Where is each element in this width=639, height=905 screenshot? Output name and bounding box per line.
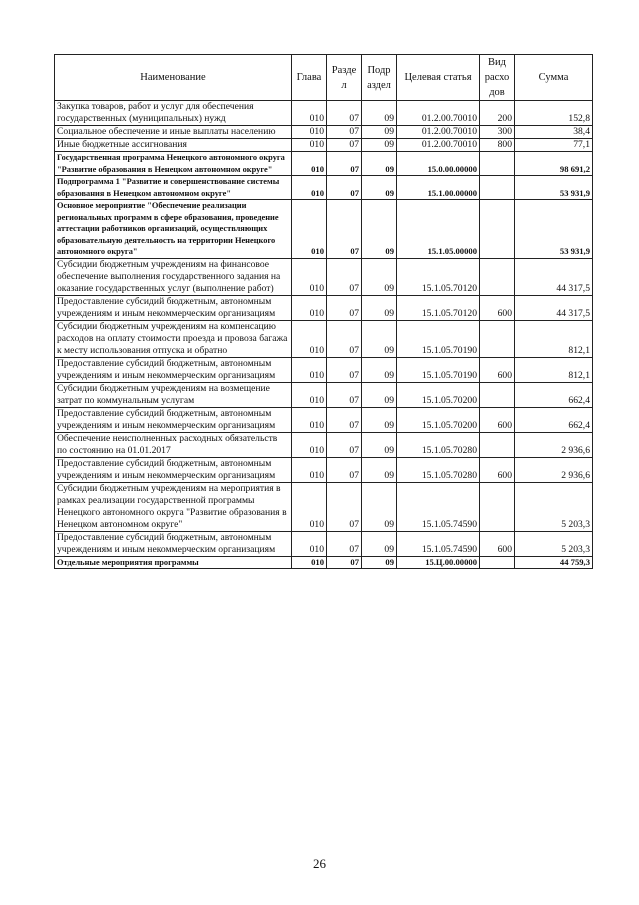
cell-tselevaya: 15.1.05.70280 <box>397 432 480 457</box>
table-row <box>55 556 593 569</box>
cell-vid: 600 <box>480 407 515 432</box>
header-tselevaya: Целевая статья <box>397 55 480 101</box>
table-row <box>55 126 593 139</box>
cell-glava: 010 <box>292 357 327 382</box>
cell-podrazdel: 09 <box>362 320 397 357</box>
table-row <box>55 295 593 320</box>
cell-name: Субсидии бюджетным учреждениям на мероприятия в рамках реализации государственной программы Ненецкого автономного округа "Развитие образования в Ненецком автономном округе" <box>55 482 292 531</box>
cell-name: Предоставление субсидий бюджетным, автономным учреждениям и иным некоммерческим организациям <box>55 357 292 382</box>
cell-summa: 662,4 <box>515 407 593 432</box>
cell-podrazdel: 09 <box>362 139 397 152</box>
cell-glava: 010 <box>292 295 327 320</box>
cell-tselevaya: 15.1.05.74590 <box>397 482 480 531</box>
budget-table <box>54 54 593 569</box>
cell-glava: 010 <box>292 101 327 126</box>
table-row <box>55 320 593 357</box>
cell-tselevaya: 15.Ц.00.00000 <box>397 556 480 569</box>
cell-name: Субсидии бюджетным учреждениям на финансовое обеспечение выполнения государственного задания на оказание государственных услуг (выполнение работ) <box>55 258 292 295</box>
header-razdel: Разде л <box>327 55 362 101</box>
cell-name: Предоставление субсидий бюджетным, автономным учреждениям и иным некоммерческим организациям <box>55 295 292 320</box>
cell-razdel: 07 <box>327 556 362 569</box>
table-row <box>55 407 593 432</box>
cell-podrazdel: 09 <box>362 126 397 139</box>
table-row <box>55 139 593 152</box>
cell-razdel: 07 <box>327 176 362 200</box>
table-row <box>55 101 593 126</box>
table-row <box>55 482 593 531</box>
cell-name: Иные бюджетные ассигнования <box>55 139 292 152</box>
cell-razdel: 07 <box>327 200 362 259</box>
cell-podrazdel: 09 <box>362 258 397 295</box>
table-header-row <box>55 55 593 101</box>
cell-vid: 600 <box>480 531 515 556</box>
cell-name: Подпрограмма 1 "Развитие и совершенствование системы образования в Ненецком автономном округе" <box>55 176 292 200</box>
cell-vid <box>480 200 515 259</box>
cell-glava: 010 <box>292 126 327 139</box>
table-row <box>55 531 593 556</box>
cell-glava: 010 <box>292 382 327 407</box>
cell-summa: 53 931,9 <box>515 176 593 200</box>
cell-glava: 010 <box>292 176 327 200</box>
cell-glava: 010 <box>292 531 327 556</box>
cell-razdel: 07 <box>327 152 362 176</box>
cell-vid: 600 <box>480 295 515 320</box>
cell-summa: 152,8 <box>515 101 593 126</box>
cell-razdel: 07 <box>327 139 362 152</box>
cell-podrazdel: 09 <box>362 531 397 556</box>
cell-summa: 44 317,5 <box>515 295 593 320</box>
header-summa: Сумма <box>515 55 593 101</box>
cell-vid <box>480 482 515 531</box>
cell-tselevaya: 15.1.05.70190 <box>397 357 480 382</box>
cell-tselevaya: 01.2.00.70010 <box>397 101 480 126</box>
cell-tselevaya: 15.1.05.70200 <box>397 382 480 407</box>
cell-summa: 2 936,6 <box>515 457 593 482</box>
cell-razdel: 07 <box>327 126 362 139</box>
cell-vid: 600 <box>480 457 515 482</box>
cell-name: Государственная программа Ненецкого автономного округа "Развитие образования в Ненецком автономном округе" <box>55 152 292 176</box>
cell-glava: 010 <box>292 457 327 482</box>
cell-glava: 010 <box>292 152 327 176</box>
cell-razdel: 07 <box>327 531 362 556</box>
cell-vid <box>480 320 515 357</box>
table-row <box>55 200 593 259</box>
cell-razdel: 07 <box>327 101 362 126</box>
cell-name: Основное мероприятие "Обеспечение реализации региональных программ в сфере образования, проведение аттестации работников организаций, осуществляющих образовательную деятельность на территории Ненецкого автономного округа" <box>55 200 292 259</box>
cell-glava: 010 <box>292 407 327 432</box>
cell-tselevaya: 01.2.00.70010 <box>397 126 480 139</box>
cell-vid: 800 <box>480 139 515 152</box>
cell-podrazdel: 09 <box>362 482 397 531</box>
cell-name: Предоставление субсидий бюджетным, автономным учреждениям и иным некоммерческим организациям <box>55 531 292 556</box>
cell-tselevaya: 15.1.05.70280 <box>397 457 480 482</box>
cell-vid: 600 <box>480 357 515 382</box>
cell-glava: 010 <box>292 320 327 357</box>
cell-name: Отдельные мероприятия программы <box>55 556 292 569</box>
cell-razdel: 07 <box>327 357 362 382</box>
cell-summa: 98 691,2 <box>515 152 593 176</box>
table-row <box>55 432 593 457</box>
cell-tselevaya: 15.1.05.70120 <box>397 295 480 320</box>
cell-vid <box>480 152 515 176</box>
cell-vid <box>480 176 515 200</box>
cell-glava: 010 <box>292 139 327 152</box>
table-row <box>55 382 593 407</box>
cell-tselevaya: 15.1.05.70200 <box>397 407 480 432</box>
cell-summa: 2 936,6 <box>515 432 593 457</box>
cell-razdel: 07 <box>327 258 362 295</box>
table-row <box>55 457 593 482</box>
cell-razdel: 07 <box>327 382 362 407</box>
cell-tselevaya: 15.1.00.00000 <box>397 176 480 200</box>
cell-vid <box>480 556 515 569</box>
cell-podrazdel: 09 <box>362 357 397 382</box>
cell-podrazdel: 09 <box>362 101 397 126</box>
cell-tselevaya: 01.2.00.70010 <box>397 139 480 152</box>
cell-vid: 200 <box>480 101 515 126</box>
cell-summa: 53 931,9 <box>515 200 593 259</box>
cell-razdel: 07 <box>327 482 362 531</box>
cell-glava: 010 <box>292 432 327 457</box>
cell-tselevaya: 15.0.00.00000 <box>397 152 480 176</box>
cell-podrazdel: 09 <box>362 152 397 176</box>
cell-summa: 812,1 <box>515 357 593 382</box>
cell-tselevaya: 15.1.05.70120 <box>397 258 480 295</box>
cell-summa: 44 317,5 <box>515 258 593 295</box>
cell-razdel: 07 <box>327 432 362 457</box>
cell-name: Обеспечение неисполненных расходных обязательств по состоянию на 01.01.2017 <box>55 432 292 457</box>
cell-name: Закупка товаров, работ и услуг для обеспечения государственных (муниципальных) нужд <box>55 101 292 126</box>
table-row <box>55 357 593 382</box>
cell-podrazdel: 09 <box>362 407 397 432</box>
cell-summa: 812,1 <box>515 320 593 357</box>
cell-summa: 44 759,3 <box>515 556 593 569</box>
cell-podrazdel: 09 <box>362 382 397 407</box>
cell-tselevaya: 15.1.05.70190 <box>397 320 480 357</box>
cell-summa: 662,4 <box>515 382 593 407</box>
page-number: 26 <box>313 856 326 871</box>
header-name: Наименование <box>55 55 292 101</box>
cell-glava: 010 <box>292 258 327 295</box>
cell-podrazdel: 09 <box>362 432 397 457</box>
cell-podrazdel: 09 <box>362 556 397 569</box>
cell-summa: 5 203,3 <box>515 531 593 556</box>
header-podrazdel: Подр аздел <box>362 55 397 101</box>
table-row <box>55 258 593 295</box>
cell-vid <box>480 432 515 457</box>
cell-vid <box>480 258 515 295</box>
cell-glava: 010 <box>292 556 327 569</box>
cell-podrazdel: 09 <box>362 176 397 200</box>
cell-glava: 010 <box>292 200 327 259</box>
cell-tselevaya: 15.1.05.74590 <box>397 531 480 556</box>
cell-glava: 010 <box>292 482 327 531</box>
cell-razdel: 07 <box>327 295 362 320</box>
cell-summa: 5 203,3 <box>515 482 593 531</box>
cell-razdel: 07 <box>327 457 362 482</box>
cell-name: Субсидии бюджетным учреждениям на компенсацию расходов на оплату стоимости проезда и провоза багажа к месту использования отпуска и обратно <box>55 320 292 357</box>
table-row <box>55 176 593 200</box>
cell-name: Субсидии бюджетным учреждениям на возмещение затрат по коммунальным услугам <box>55 382 292 407</box>
cell-summa: 38,4 <box>515 126 593 139</box>
cell-name: Предоставление субсидий бюджетным, автономным учреждениям и иным некоммерческим организациям <box>55 407 292 432</box>
cell-name: Социальное обеспечение и иные выплаты населению <box>55 126 292 139</box>
cell-summa: 77,1 <box>515 139 593 152</box>
cell-podrazdel: 09 <box>362 200 397 259</box>
header-vid: Вид расхо дов <box>480 55 515 101</box>
cell-podrazdel: 09 <box>362 457 397 482</box>
header-glava: Глава <box>292 55 327 101</box>
cell-podrazdel: 09 <box>362 295 397 320</box>
cell-vid: 300 <box>480 126 515 139</box>
cell-name: Предоставление субсидий бюджетным, автономным учреждениям и иным некоммерческим организациям <box>55 457 292 482</box>
table-row <box>55 152 593 176</box>
cell-razdel: 07 <box>327 320 362 357</box>
cell-vid <box>480 382 515 407</box>
cell-tselevaya: 15.1.05.00000 <box>397 200 480 259</box>
cell-razdel: 07 <box>327 407 362 432</box>
